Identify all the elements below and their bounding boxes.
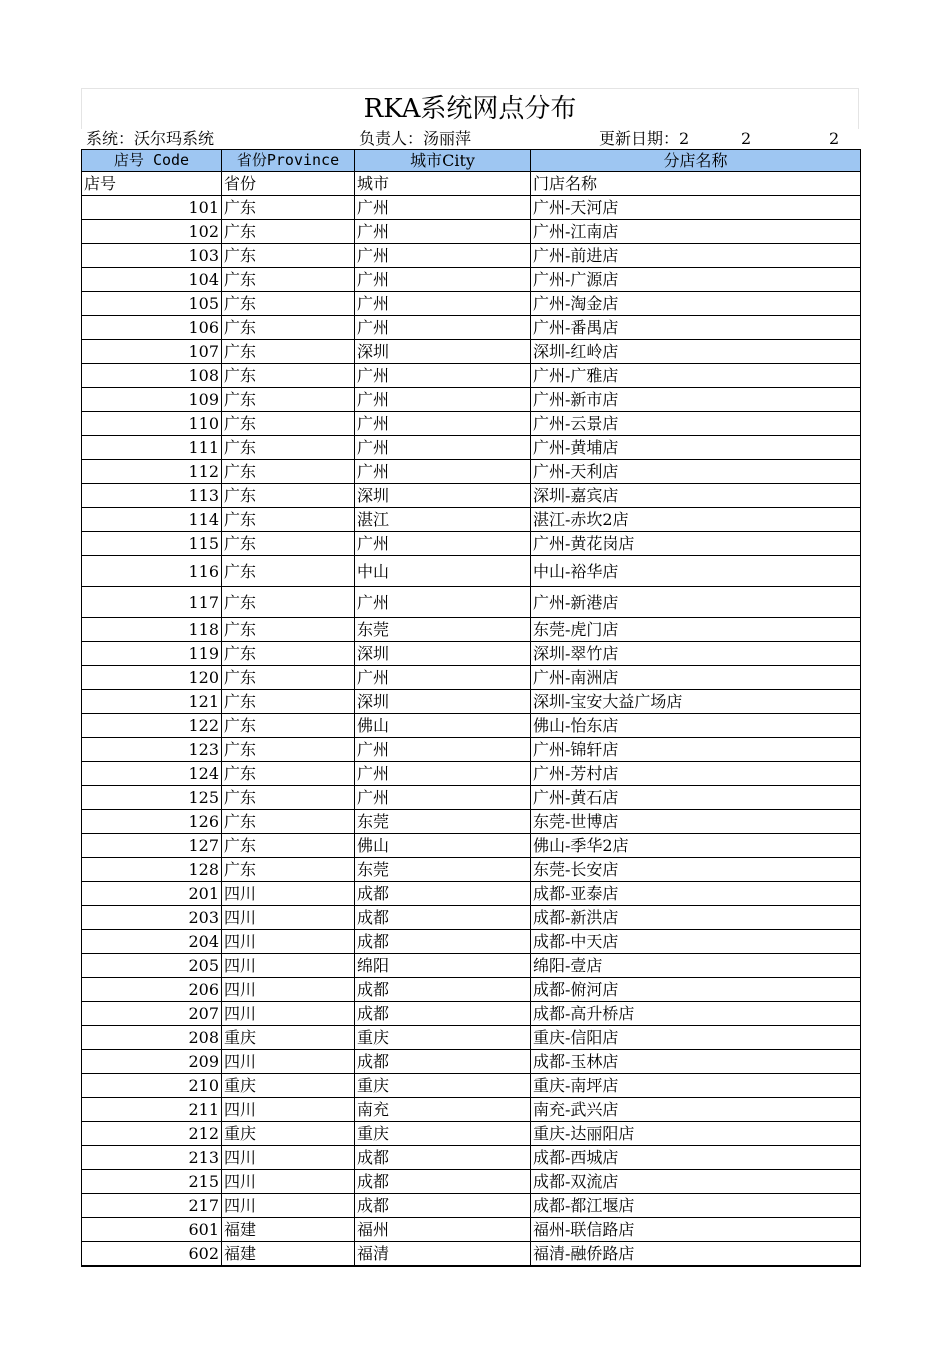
store-code-cell: 119 bbox=[82, 642, 222, 666]
store-name-cell: 广州-芳村店 bbox=[531, 762, 861, 786]
store-code-cell: 107 bbox=[82, 340, 222, 364]
header-row bbox=[82, 150, 861, 172]
subheader-province: 省份 bbox=[222, 172, 355, 196]
store-name-cell: 成都-都江堰店 bbox=[531, 1194, 861, 1218]
store-name-cell: 广州-黄花岗店 bbox=[531, 532, 861, 556]
store-code-cell: 104 bbox=[82, 268, 222, 292]
subheader-code: 店号 bbox=[82, 172, 222, 196]
store-name-cell: 广州-广源店 bbox=[531, 268, 861, 292]
table-row bbox=[82, 1170, 861, 1194]
table-row bbox=[82, 1002, 861, 1026]
store-code-cell: 101 bbox=[82, 196, 222, 220]
store-code-cell: 102 bbox=[82, 220, 222, 244]
table-row bbox=[82, 268, 861, 292]
province-cell: 四川 bbox=[222, 906, 355, 930]
province-cell: 广东 bbox=[222, 642, 355, 666]
table-row bbox=[82, 196, 861, 220]
province-cell: 广东 bbox=[222, 532, 355, 556]
table-row bbox=[82, 412, 861, 436]
city-cell: 广州 bbox=[355, 436, 531, 460]
store-code-cell: 114 bbox=[82, 508, 222, 532]
store-code-cell: 120 bbox=[82, 666, 222, 690]
header-province: 省份Province bbox=[222, 150, 355, 172]
province-cell: 广东 bbox=[222, 484, 355, 508]
header-store-name: 分店名称 bbox=[531, 150, 861, 172]
store-name-cell: 福州-联信路店 bbox=[531, 1218, 861, 1242]
store-name-cell: 广州-新市店 bbox=[531, 388, 861, 412]
store-code-cell: 209 bbox=[82, 1050, 222, 1074]
city-cell: 绵阳 bbox=[355, 954, 531, 978]
store-name-cell: 广州-广雅店 bbox=[531, 364, 861, 388]
province-cell: 广东 bbox=[222, 762, 355, 786]
store-name-cell: 深圳-翠竹店 bbox=[531, 642, 861, 666]
store-name-cell: 深圳-红岭店 bbox=[531, 340, 861, 364]
province-cell: 四川 bbox=[222, 1170, 355, 1194]
store-code-cell: 206 bbox=[82, 978, 222, 1002]
store-name-cell: 东莞-长安店 bbox=[531, 858, 861, 882]
store-name-cell: 深圳-宝安大益广场店 bbox=[531, 690, 861, 714]
store-name-cell: 佛山-怡东店 bbox=[531, 714, 861, 738]
store-name-cell: 广州-黄埔店 bbox=[531, 436, 861, 460]
store-name-cell: 广州-番禺店 bbox=[531, 316, 861, 340]
store-name-cell: 成都-新洪店 bbox=[531, 906, 861, 930]
city-cell: 成都 bbox=[355, 1194, 531, 1218]
store-table bbox=[81, 149, 861, 1267]
store-code-cell: 115 bbox=[82, 532, 222, 556]
city-cell: 深圳 bbox=[355, 484, 531, 508]
store-code-cell: 112 bbox=[82, 460, 222, 484]
province-cell: 四川 bbox=[222, 1098, 355, 1122]
province-cell: 广东 bbox=[222, 220, 355, 244]
store-code-cell: 106 bbox=[82, 316, 222, 340]
system-label: 系统：沃尔玛系统 bbox=[86, 129, 215, 148]
store-name-cell: 广州-江南店 bbox=[531, 220, 861, 244]
table-row bbox=[82, 1026, 861, 1050]
table-row bbox=[82, 388, 861, 412]
city-cell: 东莞 bbox=[355, 858, 531, 882]
city-cell: 广州 bbox=[355, 786, 531, 810]
store-code-cell: 127 bbox=[82, 834, 222, 858]
province-cell: 广东 bbox=[222, 834, 355, 858]
province-cell: 广东 bbox=[222, 714, 355, 738]
province-cell: 四川 bbox=[222, 1194, 355, 1218]
province-cell: 重庆 bbox=[222, 1026, 355, 1050]
table-row bbox=[82, 882, 861, 906]
store-code-cell: 113 bbox=[82, 484, 222, 508]
table-row bbox=[82, 340, 861, 364]
store-name-cell: 广州-天河店 bbox=[531, 196, 861, 220]
store-code-cell: 210 bbox=[82, 1074, 222, 1098]
table-row bbox=[82, 930, 861, 954]
table-row bbox=[82, 532, 861, 556]
city-cell: 深圳 bbox=[355, 642, 531, 666]
store-name-cell: 绵阳-壹店 bbox=[531, 954, 861, 978]
store-code-cell: 217 bbox=[82, 1194, 222, 1218]
table-row bbox=[82, 786, 861, 810]
city-cell: 深圳 bbox=[355, 690, 531, 714]
province-cell: 广东 bbox=[222, 364, 355, 388]
city-cell: 佛山 bbox=[355, 834, 531, 858]
province-cell: 广东 bbox=[222, 292, 355, 316]
store-code-cell: 116 bbox=[82, 556, 222, 587]
store-code-cell: 121 bbox=[82, 690, 222, 714]
city-cell: 广州 bbox=[355, 292, 531, 316]
updated-digit: 2 bbox=[829, 129, 840, 148]
province-cell: 四川 bbox=[222, 978, 355, 1002]
province-cell: 广东 bbox=[222, 196, 355, 220]
store-code-cell: 212 bbox=[82, 1122, 222, 1146]
store-name-cell: 广州-前进店 bbox=[531, 244, 861, 268]
city-cell: 成都 bbox=[355, 930, 531, 954]
store-name-cell: 佛山-季华2店 bbox=[531, 834, 861, 858]
city-cell: 广州 bbox=[355, 762, 531, 786]
store-code-cell: 103 bbox=[82, 244, 222, 268]
province-cell: 广东 bbox=[222, 738, 355, 762]
province-cell: 广东 bbox=[222, 690, 355, 714]
store-code-cell: 105 bbox=[82, 292, 222, 316]
store-name-cell: 广州-淘金店 bbox=[531, 292, 861, 316]
store-code-cell: 602 bbox=[82, 1242, 222, 1267]
store-name-cell: 东莞-世博店 bbox=[531, 810, 861, 834]
store-name-cell: 重庆-南坪店 bbox=[531, 1074, 861, 1098]
store-name-cell: 湛江-赤坎2店 bbox=[531, 508, 861, 532]
table-row bbox=[82, 316, 861, 340]
table-row bbox=[82, 690, 861, 714]
subheader-city: 城市 bbox=[355, 172, 531, 196]
province-cell: 重庆 bbox=[222, 1122, 355, 1146]
store-name-cell: 重庆-信阳店 bbox=[531, 1026, 861, 1050]
table-row bbox=[82, 762, 861, 786]
spreadsheet bbox=[81, 88, 859, 1267]
table-row bbox=[82, 642, 861, 666]
city-cell: 广州 bbox=[355, 388, 531, 412]
table-row bbox=[82, 460, 861, 484]
table-row bbox=[82, 1074, 861, 1098]
store-code-cell: 124 bbox=[82, 762, 222, 786]
province-cell: 广东 bbox=[222, 268, 355, 292]
city-cell: 成都 bbox=[355, 978, 531, 1002]
table-row bbox=[82, 978, 861, 1002]
province-cell: 广东 bbox=[222, 388, 355, 412]
table-row bbox=[82, 618, 861, 642]
table-row bbox=[82, 484, 861, 508]
city-cell: 中山 bbox=[355, 556, 531, 587]
store-code-cell: 128 bbox=[82, 858, 222, 882]
city-cell: 广州 bbox=[355, 738, 531, 762]
province-cell: 四川 bbox=[222, 1146, 355, 1170]
store-code-cell: 122 bbox=[82, 714, 222, 738]
table-row bbox=[82, 508, 861, 532]
province-cell: 四川 bbox=[222, 930, 355, 954]
store-code-cell: 123 bbox=[82, 738, 222, 762]
store-code-cell: 207 bbox=[82, 1002, 222, 1026]
store-name-cell: 成都-亚泰店 bbox=[531, 882, 861, 906]
city-cell: 广州 bbox=[355, 316, 531, 340]
city-cell: 福州 bbox=[355, 1218, 531, 1242]
table-row bbox=[82, 738, 861, 762]
store-name-cell: 福清-融侨路店 bbox=[531, 1242, 861, 1267]
subheader-row bbox=[82, 172, 861, 196]
store-name-cell: 成都-中天店 bbox=[531, 930, 861, 954]
store-code-cell: 125 bbox=[82, 786, 222, 810]
city-cell: 重庆 bbox=[355, 1074, 531, 1098]
store-code-cell: 215 bbox=[82, 1170, 222, 1194]
province-cell: 广东 bbox=[222, 556, 355, 587]
store-name-cell: 东莞-虎门店 bbox=[531, 618, 861, 642]
province-cell: 四川 bbox=[222, 1050, 355, 1074]
owner-label: 负责人：汤丽萍 bbox=[359, 129, 472, 148]
province-cell: 广东 bbox=[222, 618, 355, 642]
province-cell: 广东 bbox=[222, 858, 355, 882]
table-row bbox=[82, 244, 861, 268]
province-cell: 广东 bbox=[222, 666, 355, 690]
header-code: 店号 Code bbox=[82, 150, 222, 172]
province-cell: 四川 bbox=[222, 954, 355, 978]
city-cell: 重庆 bbox=[355, 1122, 531, 1146]
city-cell: 成都 bbox=[355, 1050, 531, 1074]
province-cell: 重庆 bbox=[222, 1074, 355, 1098]
table-row bbox=[82, 1194, 861, 1218]
city-cell: 广州 bbox=[355, 666, 531, 690]
meta-row bbox=[81, 129, 859, 149]
table-row bbox=[82, 364, 861, 388]
store-name-cell: 重庆-达丽阳店 bbox=[531, 1122, 861, 1146]
store-name-cell: 深圳-嘉宾店 bbox=[531, 484, 861, 508]
city-cell: 佛山 bbox=[355, 714, 531, 738]
province-cell: 广东 bbox=[222, 316, 355, 340]
city-cell: 广州 bbox=[355, 587, 531, 618]
city-cell: 成都 bbox=[355, 1002, 531, 1026]
store-name-cell: 成都-俯河店 bbox=[531, 978, 861, 1002]
store-name-cell: 广州-南洲店 bbox=[531, 666, 861, 690]
province-cell: 广东 bbox=[222, 810, 355, 834]
updated-digit: 2 bbox=[741, 129, 752, 148]
city-cell: 成都 bbox=[355, 906, 531, 930]
city-cell: 广州 bbox=[355, 244, 531, 268]
city-cell: 东莞 bbox=[355, 618, 531, 642]
store-name-cell: 广州-天利店 bbox=[531, 460, 861, 484]
store-name-cell: 广州-黄石店 bbox=[531, 786, 861, 810]
store-code-cell: 211 bbox=[82, 1098, 222, 1122]
header-city: 城市City bbox=[355, 150, 531, 172]
city-cell: 南充 bbox=[355, 1098, 531, 1122]
table-row bbox=[82, 666, 861, 690]
province-cell: 广东 bbox=[222, 508, 355, 532]
table-row bbox=[82, 1218, 861, 1242]
store-name-cell: 南充-武兴店 bbox=[531, 1098, 861, 1122]
city-cell: 广州 bbox=[355, 364, 531, 388]
city-cell: 广州 bbox=[355, 532, 531, 556]
table-row bbox=[82, 858, 861, 882]
city-cell: 深圳 bbox=[355, 340, 531, 364]
city-cell: 成都 bbox=[355, 882, 531, 906]
store-code-cell: 126 bbox=[82, 810, 222, 834]
province-cell: 广东 bbox=[222, 786, 355, 810]
table-row bbox=[82, 714, 861, 738]
table-row bbox=[82, 906, 861, 930]
table-row bbox=[82, 810, 861, 834]
table-row bbox=[82, 436, 861, 460]
store-name-cell: 成都-高升桥店 bbox=[531, 1002, 861, 1026]
city-cell: 广州 bbox=[355, 460, 531, 484]
updated-label: 更新日期：2 bbox=[599, 129, 690, 148]
province-cell: 广东 bbox=[222, 460, 355, 484]
table-row bbox=[82, 1122, 861, 1146]
store-code-cell: 203 bbox=[82, 906, 222, 930]
store-code-cell: 601 bbox=[82, 1218, 222, 1242]
subheader-store-name: 门店名称 bbox=[531, 172, 861, 196]
store-name-cell: 广州-锦轩店 bbox=[531, 738, 861, 762]
city-cell: 重庆 bbox=[355, 1026, 531, 1050]
store-name-cell: 成都-西城店 bbox=[531, 1146, 861, 1170]
store-code-cell: 110 bbox=[82, 412, 222, 436]
sheet-title: RKA系统网点分布 bbox=[81, 88, 859, 129]
store-code-cell: 213 bbox=[82, 1146, 222, 1170]
store-code-cell: 118 bbox=[82, 618, 222, 642]
city-cell: 湛江 bbox=[355, 508, 531, 532]
store-code-cell: 117 bbox=[82, 587, 222, 618]
city-cell: 福清 bbox=[355, 1242, 531, 1267]
city-cell: 东莞 bbox=[355, 810, 531, 834]
province-cell: 广东 bbox=[222, 412, 355, 436]
city-cell: 广州 bbox=[355, 220, 531, 244]
store-name-cell: 广州-云景店 bbox=[531, 412, 861, 436]
province-cell: 广东 bbox=[222, 244, 355, 268]
province-cell: 福建 bbox=[222, 1242, 355, 1267]
city-cell: 广州 bbox=[355, 412, 531, 436]
table-row bbox=[82, 1098, 861, 1122]
table-row bbox=[82, 1050, 861, 1074]
table-row bbox=[82, 220, 861, 244]
table-row bbox=[82, 292, 861, 316]
store-code-cell: 111 bbox=[82, 436, 222, 460]
store-code-cell: 204 bbox=[82, 930, 222, 954]
store-code-cell: 109 bbox=[82, 388, 222, 412]
province-cell: 四川 bbox=[222, 882, 355, 906]
store-name-cell: 成都-双流店 bbox=[531, 1170, 861, 1194]
store-name-cell: 成都-玉林店 bbox=[531, 1050, 861, 1074]
table-row bbox=[82, 587, 861, 618]
table-row bbox=[82, 954, 861, 978]
store-code-cell: 205 bbox=[82, 954, 222, 978]
table-row bbox=[82, 556, 861, 587]
province-cell: 福建 bbox=[222, 1218, 355, 1242]
table-row bbox=[82, 834, 861, 858]
store-code-cell: 201 bbox=[82, 882, 222, 906]
store-name-cell: 广州-新港店 bbox=[531, 587, 861, 618]
store-name-cell: 中山-裕华店 bbox=[531, 556, 861, 587]
store-code-cell: 208 bbox=[82, 1026, 222, 1050]
province-cell: 广东 bbox=[222, 587, 355, 618]
table-row bbox=[82, 1242, 861, 1267]
city-cell: 成都 bbox=[355, 1170, 531, 1194]
province-cell: 广东 bbox=[222, 436, 355, 460]
store-code-cell: 108 bbox=[82, 364, 222, 388]
city-cell: 广州 bbox=[355, 268, 531, 292]
province-cell: 四川 bbox=[222, 1002, 355, 1026]
province-cell: 广东 bbox=[222, 340, 355, 364]
city-cell: 成都 bbox=[355, 1146, 531, 1170]
city-cell: 广州 bbox=[355, 196, 531, 220]
table-body bbox=[82, 196, 861, 1267]
table-row bbox=[82, 1146, 861, 1170]
